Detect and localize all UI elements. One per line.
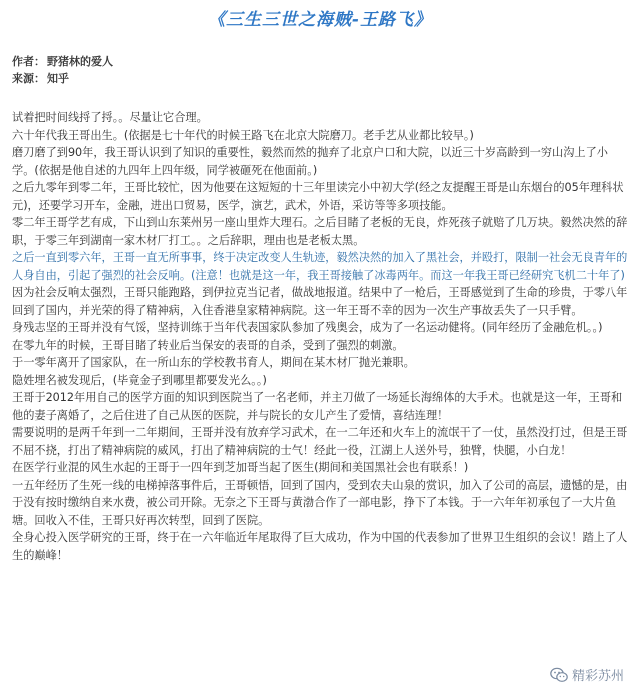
paragraph: 于一零年离开了国家队，在一所山东的学校教书育人，期间在某木材厂抛光兼职。: [12, 356, 415, 369]
paragraph: 需要说明的是两千年到一二年期间，王哥并没有放弃学习武术，在一二年还和火车上的流氓干了一仗，虽然没打过，但是王哥不屈不挠，打出了精神病院的威风，打出了精神病院的士气！经此一役，江湖上人送外号，独臂，快腿，小白龙！: [12, 426, 628, 457]
author-label: 作者: [12, 55, 34, 68]
paragraph: 零二年王哥学艺有成，下山到山东莱州另一座山里炸大理石。之后目睹了老板的无良，炸死孩子就赔了几万块。毅然决然的辞职，于零三年到湖南一家木材厂打工。。之后辞职，理由也是老板太黑。: [12, 216, 628, 247]
author-name: 野猪林的爱人: [47, 55, 113, 68]
article-meta: [10, 53, 630, 87]
paragraph: 一五年经历了生死一线的电梯掉落事件后，王哥顿悟，回到了国内，受到农夫山泉的赏识，加入了公司的高层，遗憾的是，由于没有按时缴纳自来水费，被公司开除。无奈之下王哥与黄渤合作了一部电影，挣下了本钱。于一六年年初承包了一大片鱼塘。回收入不佳，王哥只好再次转型，回到了医院。: [12, 478, 628, 527]
source-name: 知乎: [47, 72, 69, 85]
paragraph: 因为社会反响太强烈，王哥只能跑路，到伊拉克当记者，做战地报道。结果中了一枪后，王哥感觉到了生命的珍贵，于零八年回到了国内，并光荣的得了精神病，入住香港皇家精神病院。这一年王哥不幸的因为一次生产事故丢失了一只手臂。: [12, 286, 628, 317]
paragraph: 磨刀磨了到90年，我王哥认识到了知识的重要性，毅然而然的抛弃了北京户口和大院，以近三十岁高龄到一穷山沟上了小学。(依据是他自述的九四年上四年级，同学被砸死在他面前。): [12, 146, 608, 177]
source-separator: ：: [34, 72, 45, 85]
watermark-text: 精彩苏州: [571, 669, 624, 684]
paragraph: 在医学行业混的风生水起的王哥于一四年到芝加哥当起了医生(期间和美国黑社会也有联系！): [12, 461, 469, 474]
paragraph: 王哥于2012年用自己的医学方面的知识到医院当了一名老师，并主刀做了一场延长海绵体的大手术。也就是这一年，王哥和他的妻子离婚了，之后住进了自己从医的医院，并与院长的女儿产生了爱情，喜结连理！: [12, 391, 623, 422]
source-line: [12, 70, 630, 87]
source-label: 来源: [12, 72, 34, 85]
author-separator: ：: [34, 55, 45, 68]
paragraph: 六十年代我王哥出生。(依据是七十年代的时候王路飞在北京大院磨刀。老手艺从业都比较早。): [12, 128, 474, 142]
paragraph: 在零九年的时候，王哥目睹了转业后当保安的表哥的自杀，受到了强烈的刺激。: [12, 338, 404, 352]
paragraph: 全身心投入医学研究的王哥，终于在一六年临近年尾取得了巨大成功，作为中国的代表参加了世界卫生组织的会议！踏上了人生的巅峰！: [12, 531, 628, 562]
paragraph: 隐姓埋名被发现后，(毕竟金子到哪里都要发光么。。): [12, 373, 267, 387]
watermark: [546, 664, 628, 685]
article-title: 《三生三世之海贼-王路飞》: [207, 10, 433, 30]
article-body: [10, 109, 630, 564]
author-line: [12, 53, 630, 70]
paragraph: 之后一直到零六年，王哥一直无所事事，终于决定改变人生轨迹，毅然决然的加入了黑社会，并殴打，限制一社会无良青年的人身自由，引起了强烈的社会反响。(注意！也就是这一年，我王哥接触了冰毒两年。而这一年我王哥已经研究飞机二十年了): [12, 251, 628, 282]
paragraph: 身残志坚的王哥并没有气馁，坚持训练于当年代表国家队参加了残奥会，成为了一名运动健将。(同年经历了金融危机。。): [12, 321, 603, 334]
paragraph: 之后九零年到零二年，王哥比较忙，因为他要在这短短的十三年里读完小中初大学(经之友提醒王哥是山东烟台的05年理科状元)，还要学习开车，金融，进出口贸易，医学，演艺，武术，外语，采访等等多项技能。: [12, 181, 624, 212]
paragraph: 试着把时间线捋了捋。。尽量让它合理。: [12, 111, 208, 124]
wechat-icon: [550, 667, 568, 683]
